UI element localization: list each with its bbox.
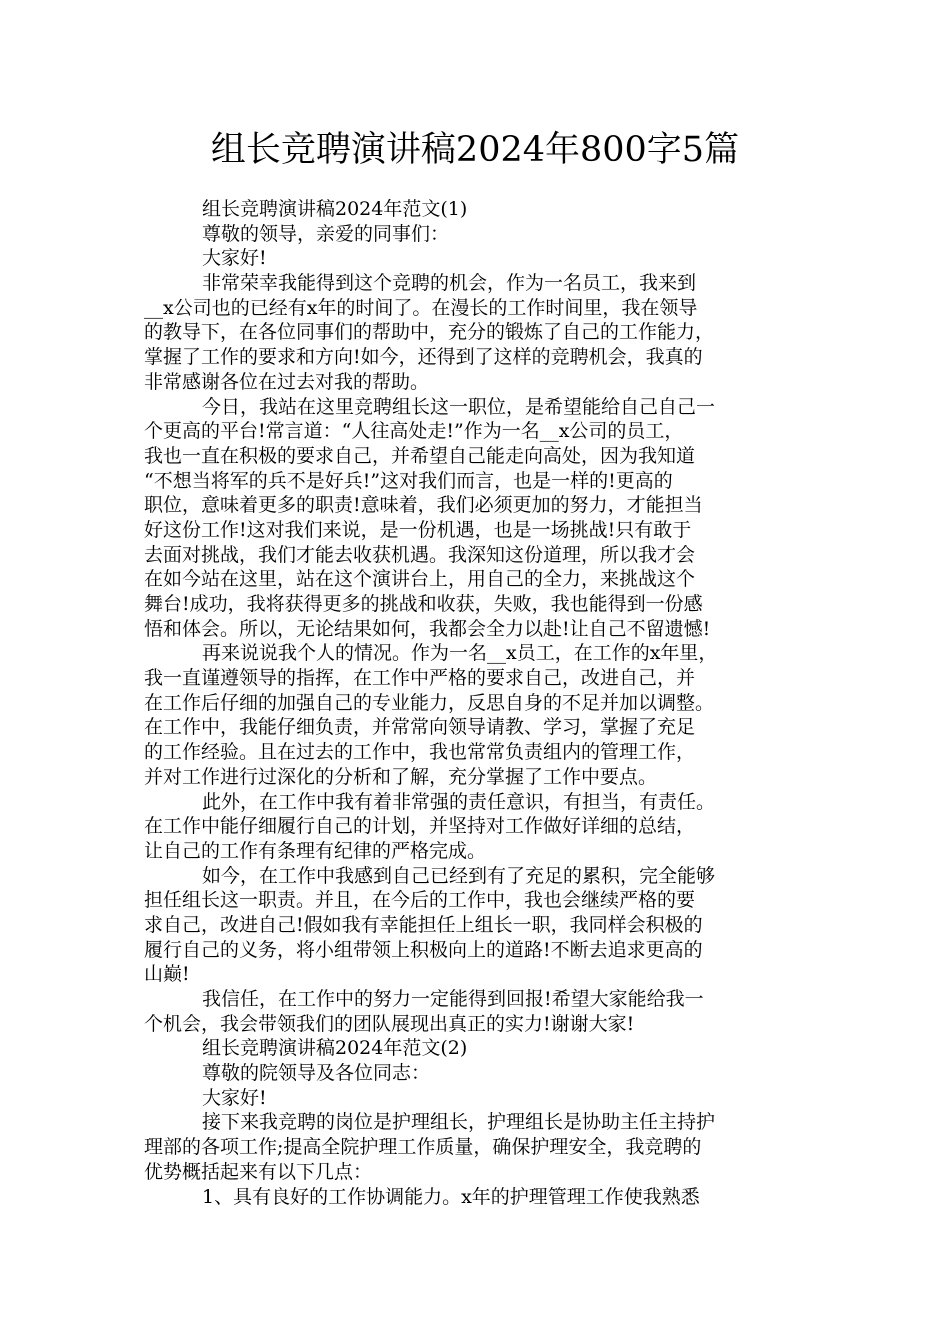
text-line: __x公司也的已经有x年的时间了。在漫长的工作时间里，我在领导 <box>144 296 698 319</box>
text-line: 大家好! <box>202 247 267 270</box>
text-line: 的工作经验。且在过去的工作中，我也常常负责组内的管理工作， <box>144 741 696 764</box>
text-line: 履行自己的义务，将小组带领上积极向上的道路!不断去追求更高的 <box>144 938 703 961</box>
text-line: 我信任，在工作中的努力一定能得到回报!希望大家能给我一 <box>202 988 704 1010</box>
text-line: 山巅! <box>144 963 190 986</box>
text-line: 个机会，我会带领我们的团队展现出真正的实力!谢谢大家! <box>144 1012 635 1035</box>
text-line: 去面对挑战，我们才能去收获机遇。我深知这份道理，所以我才会 <box>144 543 696 566</box>
text-line: “不想当将军的兵不是好兵!”这对我们而言，也是一样的!更高的 <box>144 469 673 492</box>
text-line: 理部的各项工作;提高全院护理工作质量，确保护理安全，我竞聘的 <box>144 1136 702 1159</box>
text-line: 在工作中，我能仔细负责，并常常向领导请教、学习，掌握了充足 <box>144 716 696 739</box>
text-line: 大家好! <box>202 1086 267 1109</box>
text-line: 悟和体会。所以，无论结果如何，我都会全力以赴!让自己不留遗憾! <box>144 617 711 640</box>
text-line: 我也一直在积极的要求自己，并希望自己能走向高处，因为我知道 <box>144 444 696 467</box>
document-body <box>144 197 809 1209</box>
text-line: 再来说说我个人的情况。作为一名__x员工，在工作的x年里， <box>202 642 718 665</box>
text-line: 在工作后仔细的加强自己的专业能力，反思自身的不足并加以调整。 <box>144 691 715 714</box>
text-line: 非常荣幸我能得到这个竞聘的机会，作为一名员工，我来到 <box>202 272 697 295</box>
text-line: 好这份工作!这对我们来说，是一份机遇，也是一场挑战!只有敢于 <box>144 518 692 541</box>
text-line: 舞台!成功，我将获得更多的挑战和收获，失败，我也能得到一份感 <box>144 593 703 615</box>
text-line: 让自己的工作有条理有纪律的严格完成。 <box>144 839 487 862</box>
text-line: 求自己，改进自己!假如我有幸能担任上组长一职，我同样会积极的 <box>144 913 703 936</box>
text-line: 担任组长这一职责。并且，在今后的工作中，我也会继续严格的要 <box>144 889 696 912</box>
text-line: 如今，在工作中我感到自己已经到有了充足的累积，完全能够 <box>202 864 716 887</box>
text-line: 的教导下，在各位同事们的帮助中，充分的锻炼了自己的工作能力， <box>144 321 715 344</box>
document-title: 组长竞聘演讲稿2024年800字5篇 <box>210 130 740 170</box>
text-line: 优势概括起来有以下几点： <box>144 1160 373 1183</box>
text-line: 我一直谨遵领导的指挥，在工作中严格的要求自己，改进自己，并 <box>144 667 696 690</box>
text-line: 在工作中能仔细履行自己的计划，并坚持对工作做好详细的总结， <box>144 815 696 838</box>
text-line: 1、具有良好的工作协调能力。x年的护理管理工作使我熟悉 <box>202 1185 700 1208</box>
text-line: 在如今站在这里，站在这个演讲台上，用自己的全力，来挑战这个 <box>144 568 696 591</box>
text-line: 非常感谢各位在过去对我的帮助。 <box>144 370 430 393</box>
text-line: 接下来我竞聘的岗位是护理组长，护理组长是协助主任主持护 <box>202 1111 716 1134</box>
text-line: 今日，我站在这里竞聘组长这一职位，是希望能给自己自己一 <box>202 395 716 418</box>
text-line: 个更高的平台!常言道：“人往高处走!”作为一名__x公司的员工， <box>144 420 684 443</box>
text-line: 并对工作进行过深化的分析和了解，充分掌握了工作中要点。 <box>144 765 658 788</box>
text-line: 组长竞聘演讲稿2024年范文(2) <box>202 1037 468 1060</box>
text-line: 组长竞聘演讲稿2024年范文(1) <box>202 198 468 220</box>
text-line: 此外，在工作中我有着非常强的责任意识，有担当，有责任。 <box>202 790 716 813</box>
text-line: 职位，意味着更多的职责!意味着，我们必须更加的努力，才能担当 <box>144 494 703 517</box>
text-line: 尊敬的院领导及各位同志： <box>202 1062 431 1085</box>
text-line: 掌握了工作的要求和方向!如今，还得到了这样的竞聘机会，我真的 <box>144 346 703 369</box>
text-line: 尊敬的领导，亲爱的同事们： <box>202 222 450 245</box>
